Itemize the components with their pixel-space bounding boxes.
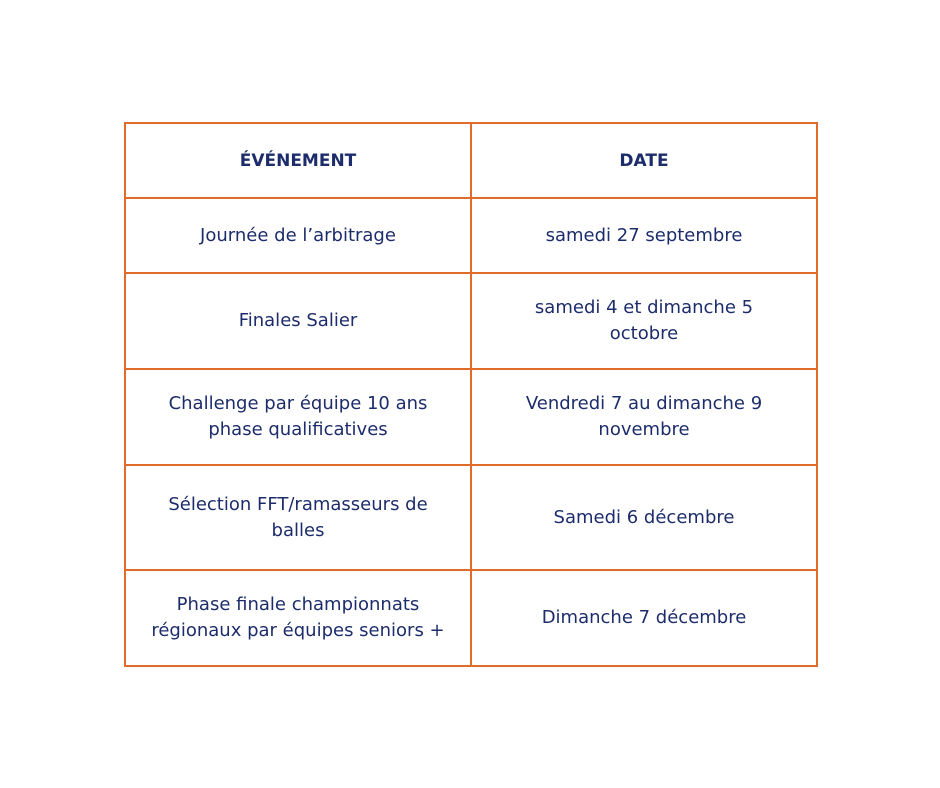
event-cell: Phase finale championnats régionaux par équipes seniors + — [125, 570, 471, 666]
table-header-row — [125, 123, 817, 198]
date-cell: samedi 27 septembre — [471, 198, 817, 273]
event-cell: Finales Salier — [125, 273, 471, 369]
table-row — [125, 570, 817, 666]
date-cell: Samedi 6 décembre — [471, 465, 817, 570]
event-cell: Journée de l’arbitrage — [125, 198, 471, 273]
table-row — [125, 465, 817, 570]
event-cell: Sélection FFT/ramasseurs de balles — [125, 465, 471, 570]
event-cell: Challenge par équipe 10 ans phase qualificatives — [125, 369, 471, 465]
date-cell: Vendredi 7 au dimanche 9 novembre — [471, 369, 817, 465]
header-date: DATE — [471, 123, 817, 198]
header-event: ÉVÉNEMENT — [125, 123, 471, 198]
table-row — [125, 198, 817, 273]
date-cell: samedi 4 et dimanche 5 octobre — [471, 273, 817, 369]
table-row — [125, 273, 817, 369]
table-row — [125, 369, 817, 465]
events-table — [124, 122, 818, 667]
date-cell: Dimanche 7 décembre — [471, 570, 817, 666]
